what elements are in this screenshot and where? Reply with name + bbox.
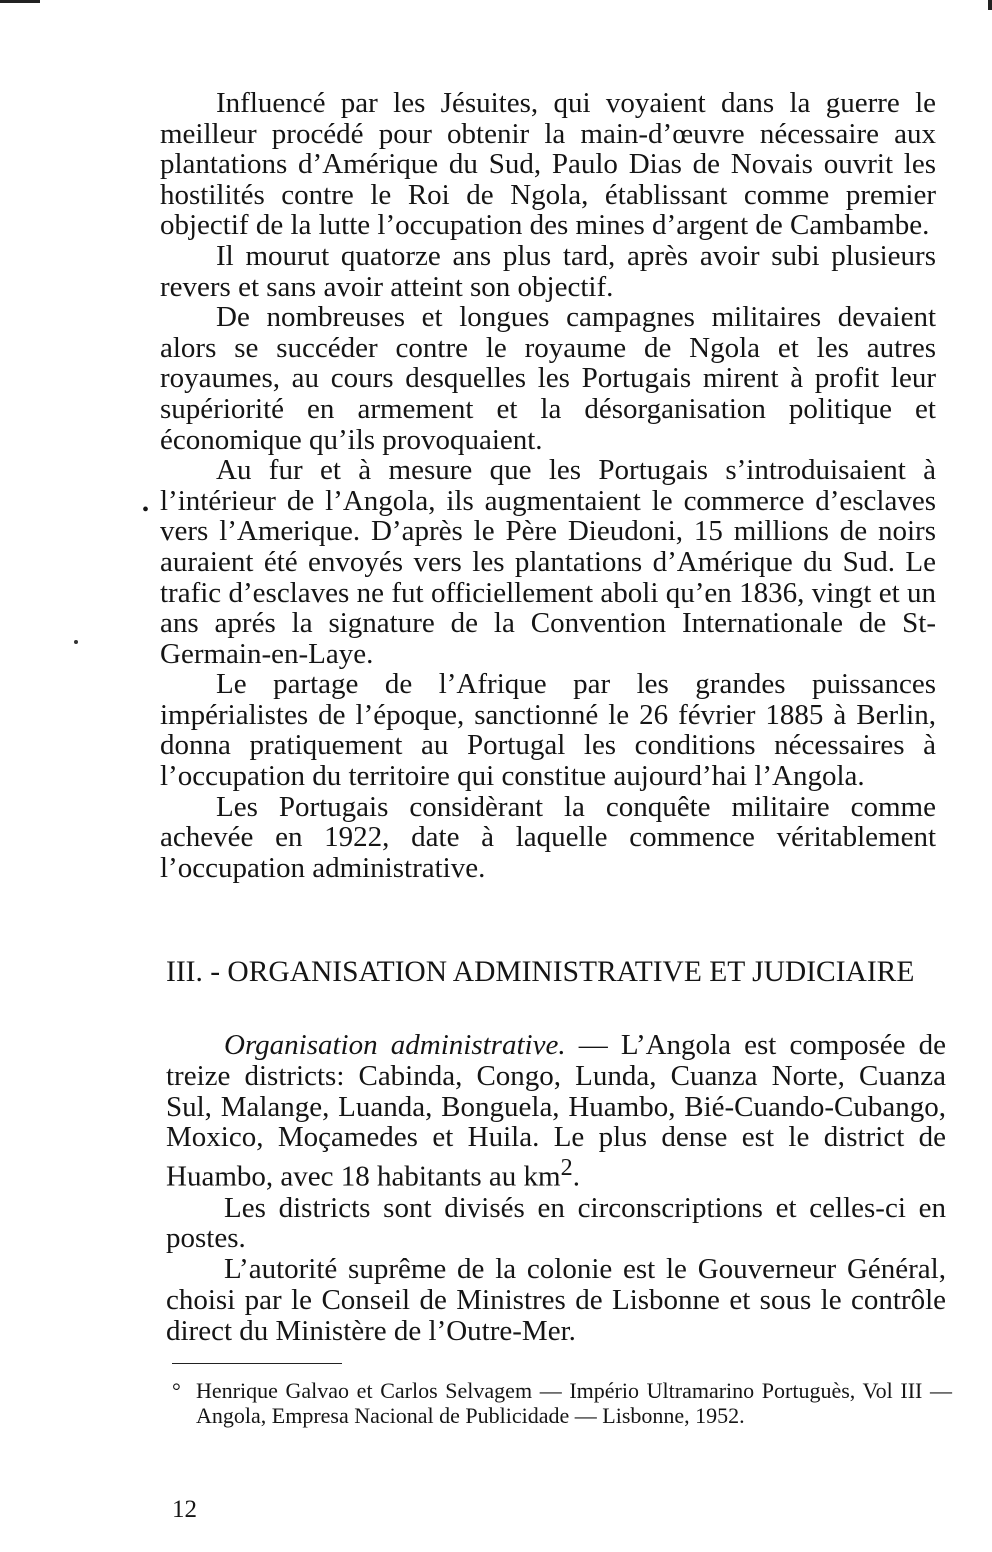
scan-edge-mark bbox=[988, 0, 992, 10]
paragraph-end: . bbox=[572, 1160, 580, 1193]
footnote-text: Henrique Galvao et Carlos Selvagem — Império Ultramarino Portuguès, Vol III — Angola, Empresa Nacional de Publicidade — Lisbonne, 1952. bbox=[196, 1378, 952, 1428]
footnote-marker: ° bbox=[172, 1378, 181, 1403]
paragraph: L’autorité suprême de la colonie est le Gouverneur Général, choisi par le Conseil de Ministres de Lisbonne et sous le contrôle direct du Ministère de l’Outre-Mer. bbox=[166, 1253, 946, 1347]
paragraph: Les districts sont divisés en circonscriptions et celles-ci en postes. bbox=[166, 1191, 946, 1255]
section-text bbox=[166, 1030, 946, 1347]
paragraph: Le partage de l’Afrique par les grandes puissances impérialistes de l’époque, sanctionné le 26 février 1885 à Berlin, donna pratiquement au Portugal les conditions nécessaires à l’occupation du territoire qui constitue aujourd’hai l’Angola. bbox=[160, 668, 936, 793]
superscript: 2 bbox=[560, 1154, 573, 1182]
paragraph: De nombreuses et longues campagnes militaires devaient alors se succéder contre le royaume de Ngola et les autres royaumes, au cours desquelles les Portugais mirent à profit leur supériorité en armement et la désorganisation politique et économique qu’ils provoquaient. bbox=[160, 301, 936, 456]
scan-edge-mark bbox=[0, 0, 40, 3]
section-heading: III. - ORGANISATION ADMINISTRATIVE ET JUDICIAIRE bbox=[166, 956, 915, 988]
footnote-divider bbox=[172, 1363, 342, 1364]
history-text bbox=[160, 88, 936, 883]
subheading: Organisation administrative. bbox=[224, 1029, 566, 1061]
paragraph: Au fur et à mesure que les Portugais s’introduisaient à l’intérieur de l’Angola, ils augmentaient le commerce d’esclaves vers l’Amerique. D’après le Père Dieudoni, 15 millions de noirs auraient été envoyés vers les plantations d’Amérique du Sud. Le trafic d’esclaves ne fut officiellement aboli qu’en 1836, vingt et un ans aprés la signature de la Convention Internationale de St-Germain-en-Laye. bbox=[160, 454, 936, 670]
margin-speck bbox=[74, 640, 78, 644]
footnote bbox=[172, 1378, 952, 1428]
footnote-reference-marker: • bbox=[142, 499, 150, 521]
paragraph-text: — L’Angola est composée de treize districts: Cabinda, Congo, Lunda, Cuanza Norte, Cuanza Sul, Malange, Luanda, Bonguela, Huambo, Bié-Cuando-Cubango, Moxico, Moçamedes et Huila. Le plus dense est le district de Huambo, avec 18 habitants au km bbox=[166, 1029, 947, 1193]
paragraph: Influencé par les Jésuites, qui voyaient dans la guerre le meilleur procédé pour obtenir la main-d’œuvre nécessaire aux plantations d’Amérique du Sud, Paulo Dias de Novais ouvrit les hostilités contre le Roi de Ngola, établissant comme premier objectif de la lutte l’occupation des mines d’argent de Cambambe. bbox=[160, 87, 936, 242]
paragraph: Les Portugais considèrant la conquête militaire comme achevée en 1922, date à laquelle commence véritablement l’occupation administrative. bbox=[160, 790, 936, 884]
page-number: 12 bbox=[172, 1496, 197, 1523]
paragraph: Il mourut quatorze ans plus tard, après avoir subi plusieurs revers et sans avoir atteint son objectif. bbox=[160, 239, 936, 303]
paragraph bbox=[166, 1030, 946, 1193]
